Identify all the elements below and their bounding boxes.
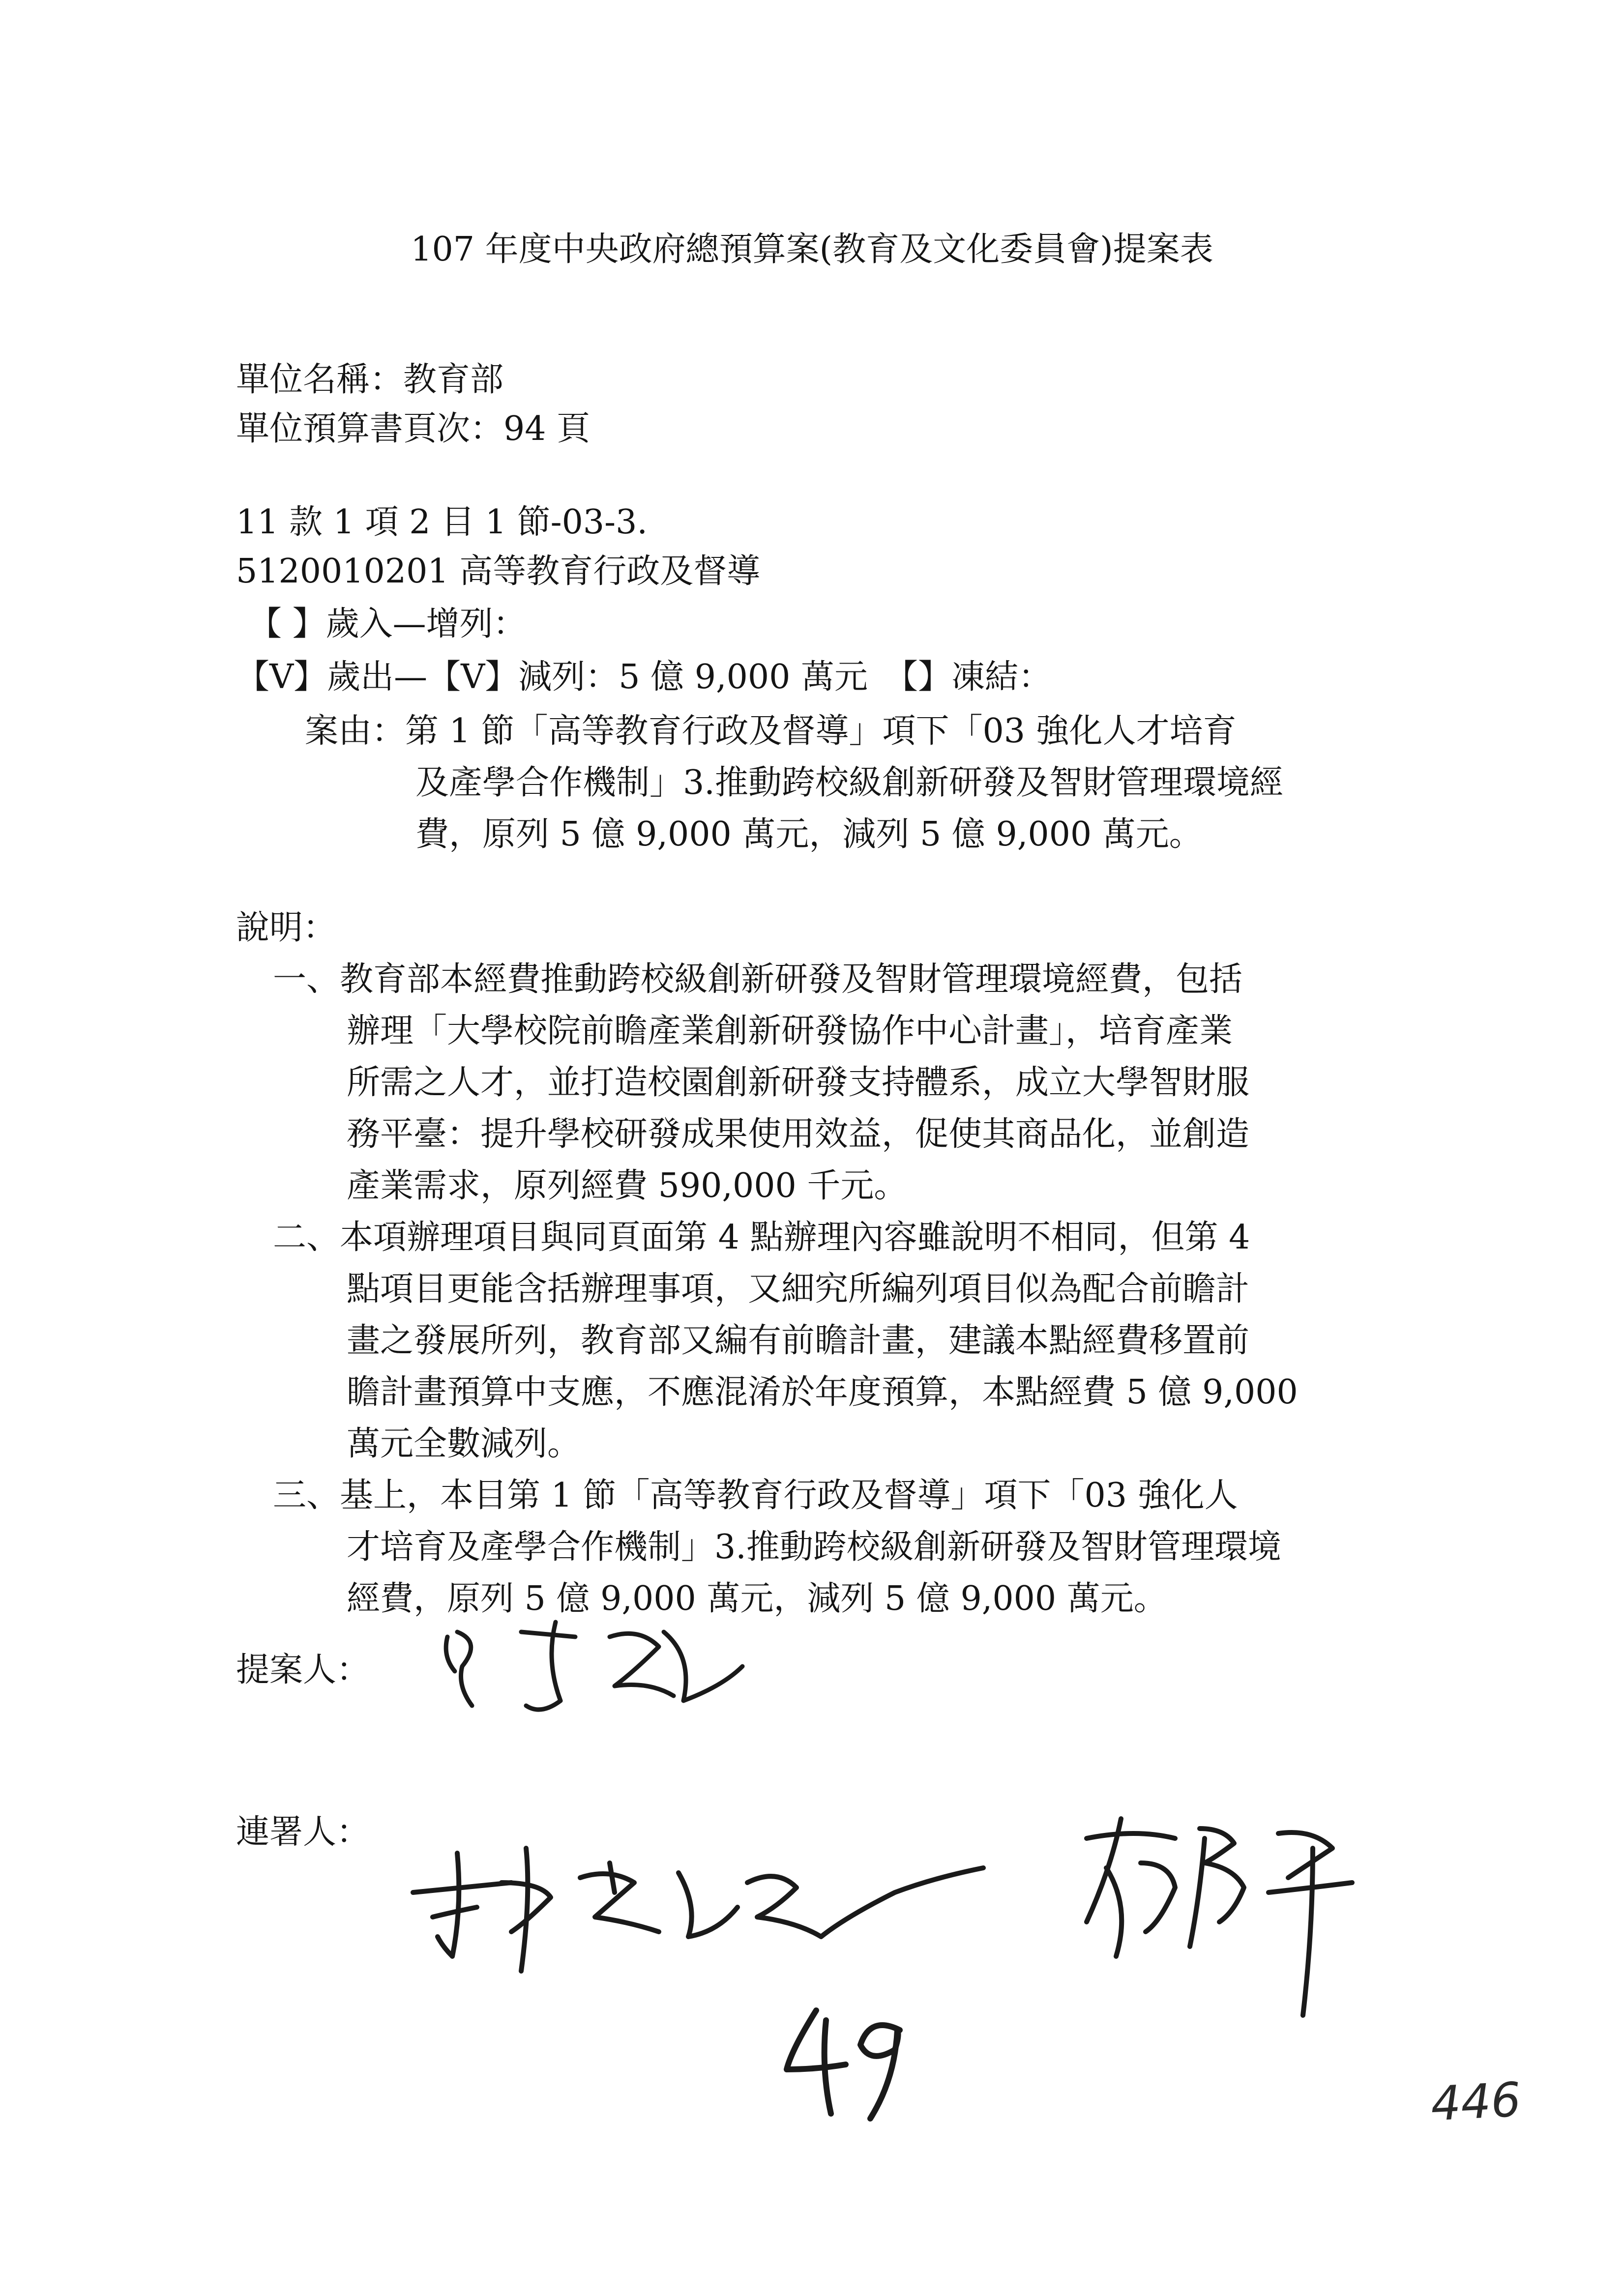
explanation-item-1-line: 所需之人才，並打造校園創新研發支持體系，成立大學智財服	[347, 1063, 1250, 1102]
explanation-item-3-line: 才培育及產學合作機制」3.推動跨校級創新研發及智財管理環境	[347, 1528, 1281, 1567]
explanation-item-2-line: 畫之發展所列，教育部又編有前瞻計畫，建議本點經費移置前	[347, 1321, 1250, 1360]
unit-budget-page: 單位預算書頁次：94 頁	[236, 409, 591, 448]
unit-name: 單位名稱：教育部	[236, 360, 504, 399]
reason-line-2: 及產學合作機制」3.推動跨校級創新研發及智財管理環境經	[415, 763, 1283, 802]
document-title: 107 年度中央政府總預算案(教育及文化委員會)提案表	[411, 230, 1213, 269]
explanation-item-1-line: 務平臺：提升學校研發成果使用效益，促使其商品化，並創造	[347, 1115, 1250, 1154]
expense-reduction-option: 【V】歲出—【V】減列：5 億 9,000 萬元 【】凍結：	[236, 658, 1052, 697]
proposer-label: 提案人：	[236, 1651, 370, 1689]
explanation-item-3: 三、基上，本目第 1 節「高等教育行政及督導」項下「03 強化人	[273, 1476, 1238, 1515]
cosigner-signature-1	[403, 1809, 993, 1996]
handwritten-corner-number: 446	[1429, 2072, 1523, 2132]
explanation-item-2-line: 瞻計畫預算中支應，不應混淆於年度預算，本點經費 5 億 9,000	[347, 1373, 1298, 1412]
reason-line-1: 案由：第 1 節「高等教育行政及督導」項下「03 強化人才培育	[305, 712, 1237, 751]
budget-section-code: 11 款 1 項 2 目 1 節-03-3.	[236, 503, 648, 542]
revenue-increase-option: 【 】歲入—增列：	[248, 605, 527, 643]
explanation-item-2: 二、本項辦理項目與同頁面第 4 點辦理內容雖說明不相同，但第 4	[273, 1218, 1250, 1257]
explanation-heading: 說明：	[236, 908, 337, 947]
explanation-item-2-line: 萬元全數減列。	[347, 1424, 581, 1463]
reason-line-3: 費，原列 5 億 9,000 萬元，減列 5 億 9,000 萬元。	[415, 815, 1203, 854]
explanation-item-1: 一、教育部本經費推動跨校級創新研發及智財管理環境經費，包括	[273, 960, 1243, 999]
budget-item-code: 5120010201 高等教育行政及督導	[236, 552, 761, 591]
cosigner-signature-2	[1057, 1809, 1401, 2035]
explanation-item-1-line: 產業需求，原列經費 590,000 千元。	[347, 1166, 908, 1205]
explanation-item-2-line: 點項目更能含括辦理事項，又細究所編列項目似為配合前瞻計	[347, 1270, 1250, 1308]
explanation-item-1-line: 辦理「大學校院前瞻產業創新研發協作中心計畫」，培育產業	[347, 1012, 1233, 1050]
cosigners-label: 連署人：	[236, 1813, 370, 1852]
explanation-item-3-line: 經費，原列 5 億 9,000 萬元，減列 5 億 9,000 萬元。	[347, 1579, 1167, 1618]
handwritten-page-number-drawing	[772, 2001, 929, 2128]
proposer-signature	[428, 1602, 811, 1730]
